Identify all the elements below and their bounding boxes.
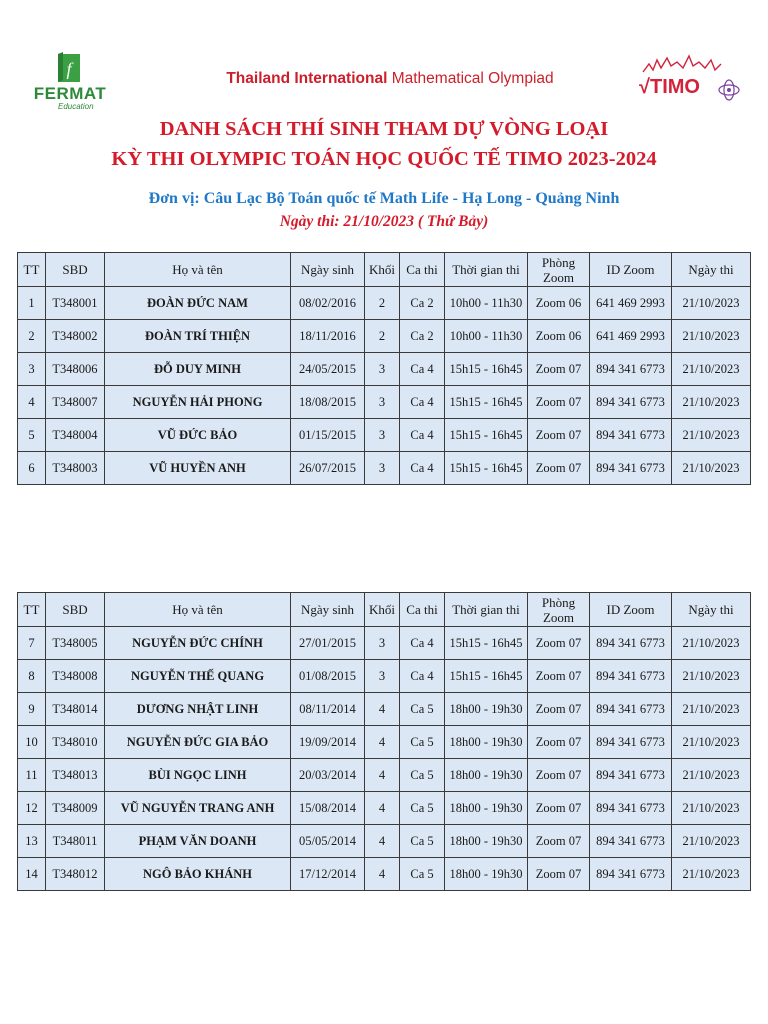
header-birthdate: Ngày sinh: [291, 593, 365, 627]
col-exam-time: 18h00 - 19h30: [445, 858, 528, 891]
candidate-table-1: [17, 252, 751, 485]
header-exam-time: Thời gian thi: [445, 593, 528, 627]
col-tt: 13: [18, 825, 46, 858]
col-session: Ca 5: [400, 726, 445, 759]
col-zoom-room: Zoom 07: [528, 353, 590, 386]
table-row: [18, 660, 751, 693]
col-sbd: T348013: [46, 759, 105, 792]
col-name: BÙI NGỌC LINH: [105, 759, 291, 792]
fermat-logo: [28, 52, 112, 112]
col-tt: 4: [18, 386, 46, 419]
col-grade: 3: [365, 627, 400, 660]
table-row: [18, 386, 751, 419]
col-zoom-id: 641 469 2993: [590, 287, 672, 320]
col-birthdate: 26/07/2015: [291, 452, 365, 485]
col-birthdate: 01/15/2015: [291, 419, 365, 452]
col-grade: 3: [365, 660, 400, 693]
col-birthdate: 20/03/2014: [291, 759, 365, 792]
header-grade: Khối: [365, 593, 400, 627]
col-session: Ca 4: [400, 660, 445, 693]
fermat-book-icon: [54, 52, 84, 86]
col-zoom-id: 894 341 6773: [590, 627, 672, 660]
header-exam-date: Ngày thi: [672, 593, 751, 627]
header-grade: Khối: [365, 253, 400, 287]
header-exam-time: Thời gian thi: [445, 253, 528, 287]
col-tt: 6: [18, 452, 46, 485]
col-birthdate: 24/05/2015: [291, 353, 365, 386]
table-header-row: [18, 593, 751, 627]
col-sbd: T348004: [46, 419, 105, 452]
exam-date-line: Ngày thi: 21/10/2023 ( Thứ Bảy): [279, 213, 489, 230]
col-birthdate: 01/08/2015: [291, 660, 365, 693]
col-grade: 4: [365, 693, 400, 726]
col-exam-date: 21/10/2023: [672, 627, 751, 660]
header-birthdate: Ngày sinh: [291, 253, 365, 287]
col-exam-time: 18h00 - 19h30: [445, 792, 528, 825]
col-zoom-id: 894 341 6773: [590, 386, 672, 419]
col-name: VŨ NGUYỄN TRANG ANH: [105, 792, 291, 825]
header-session: Ca thi: [400, 593, 445, 627]
col-name: ĐOÀN ĐỨC NAM: [105, 287, 291, 320]
col-birthdate: 08/02/2016: [291, 287, 365, 320]
col-sbd: T348007: [46, 386, 105, 419]
col-zoom-room: Zoom 06: [528, 320, 590, 353]
col-zoom-id: 894 341 6773: [590, 726, 672, 759]
col-zoom-id: 894 341 6773: [590, 825, 672, 858]
col-exam-time: 15h15 - 16h45: [445, 627, 528, 660]
col-exam-time: 15h15 - 16h45: [445, 419, 528, 452]
col-zoom-id: 894 341 6773: [590, 660, 672, 693]
table-row: [18, 693, 751, 726]
col-tt: 12: [18, 792, 46, 825]
col-tt: 7: [18, 627, 46, 660]
col-zoom-room: Zoom 07: [528, 858, 590, 891]
col-name: DƯƠNG NHẬT LINH: [105, 693, 291, 726]
col-exam-time: 10h00 - 11h30: [445, 287, 528, 320]
header-tt: TT: [18, 253, 46, 287]
col-zoom-room: Zoom 07: [528, 627, 590, 660]
header-name: Họ và tên: [105, 593, 291, 627]
header-sbd: SBD: [46, 253, 105, 287]
col-zoom-room: Zoom 07: [528, 759, 590, 792]
unit-line: Đơn vị: Câu Lạc Bộ Toán quốc tế Math Life - Hạ Long - Quảng Ninh: [148, 190, 620, 207]
col-sbd: T348006: [46, 353, 105, 386]
col-name: NGÔ BẢO KHÁNH: [105, 858, 291, 891]
col-birthdate: 05/05/2014: [291, 825, 365, 858]
table-row: [18, 825, 751, 858]
col-sbd: T348001: [46, 287, 105, 320]
olympiad-banner: [200, 70, 580, 88]
header-name: Họ và tên: [105, 253, 291, 287]
col-exam-time: 10h00 - 11h30: [445, 320, 528, 353]
col-zoom-room: Zoom 07: [528, 660, 590, 693]
col-sbd: T348012: [46, 858, 105, 891]
col-birthdate: 18/08/2015: [291, 386, 365, 419]
col-session: Ca 4: [400, 419, 445, 452]
table-row: [18, 287, 751, 320]
col-zoom-id: 894 341 6773: [590, 792, 672, 825]
col-exam-time: 15h15 - 16h45: [445, 386, 528, 419]
col-exam-date: 21/10/2023: [672, 858, 751, 891]
col-name: NGUYỄN THẾ QUANG: [105, 660, 291, 693]
fermat-brand: FERMAT: [33, 84, 107, 103]
col-exam-time: 18h00 - 19h30: [445, 759, 528, 792]
col-birthdate: 27/01/2015: [291, 627, 365, 660]
col-grade: 3: [365, 386, 400, 419]
table-row: [18, 452, 751, 485]
header-zoom-id: ID Zoom: [590, 593, 672, 627]
col-name: NGUYỄN HẢI PHONG: [105, 386, 291, 419]
banner-strong: Thailand International: [226, 70, 388, 87]
col-zoom-room: Zoom 07: [528, 726, 590, 759]
header-sbd: SBD: [46, 593, 105, 627]
col-zoom-room: Zoom 07: [528, 386, 590, 419]
timo-logo: [635, 50, 743, 108]
col-grade: 3: [365, 353, 400, 386]
col-sbd: T348009: [46, 792, 105, 825]
col-sbd: T348005: [46, 627, 105, 660]
col-grade: 3: [365, 419, 400, 452]
header-zoom-id: ID Zoom: [590, 253, 672, 287]
col-exam-date: 21/10/2023: [672, 320, 751, 353]
col-grade: 4: [365, 825, 400, 858]
col-exam-date: 21/10/2023: [672, 825, 751, 858]
col-birthdate: 15/08/2014: [291, 792, 365, 825]
col-zoom-id: 894 341 6773: [590, 693, 672, 726]
col-name: ĐỖ DUY MINH: [105, 353, 291, 386]
col-name: NGUYỄN ĐỨC GIA BẢO: [105, 726, 291, 759]
col-zoom-room: Zoom 07: [528, 825, 590, 858]
table-row: [18, 320, 751, 353]
fermat-sub: Education: [58, 102, 94, 111]
col-session: Ca 5: [400, 759, 445, 792]
col-sbd: T348008: [46, 660, 105, 693]
col-sbd: T348010: [46, 726, 105, 759]
col-grade: 2: [365, 287, 400, 320]
table-row: [18, 726, 751, 759]
col-tt: 9: [18, 693, 46, 726]
col-session: Ca 4: [400, 353, 445, 386]
col-zoom-room: Zoom 07: [528, 419, 590, 452]
col-zoom-id: 641 469 2993: [590, 320, 672, 353]
table-row: [18, 627, 751, 660]
col-birthdate: 17/12/2014: [291, 858, 365, 891]
col-zoom-room: Zoom 06: [528, 287, 590, 320]
header-exam-date: Ngày thi: [672, 253, 751, 287]
col-tt: 1: [18, 287, 46, 320]
col-exam-date: 21/10/2023: [672, 660, 751, 693]
col-name: VŨ ĐỨC BẢO: [105, 419, 291, 452]
col-exam-date: 21/10/2023: [672, 386, 751, 419]
col-exam-date: 21/10/2023: [672, 419, 751, 452]
col-exam-date: 21/10/2023: [672, 287, 751, 320]
col-exam-date: 21/10/2023: [672, 726, 751, 759]
table-row: [18, 419, 751, 452]
col-exam-date: 21/10/2023: [672, 792, 751, 825]
col-zoom-room: Zoom 07: [528, 452, 590, 485]
document-title-line1: DANH SÁCH THÍ SINH THAM DỰ VÒNG LOẠI: [159, 118, 609, 140]
col-session: Ca 4: [400, 452, 445, 485]
col-session: Ca 2: [400, 320, 445, 353]
table-row: [18, 353, 751, 386]
col-tt: 8: [18, 660, 46, 693]
col-grade: 4: [365, 858, 400, 891]
col-zoom-id: 894 341 6773: [590, 419, 672, 452]
col-sbd: T348011: [46, 825, 105, 858]
col-session: Ca 5: [400, 858, 445, 891]
col-grade: 4: [365, 759, 400, 792]
col-name: ĐOÀN TRÍ THIỆN: [105, 320, 291, 353]
col-zoom-id: 894 341 6773: [590, 759, 672, 792]
col-zoom-id: 894 341 6773: [590, 858, 672, 891]
header-session: Ca thi: [400, 253, 445, 287]
table-row: [18, 759, 751, 792]
col-exam-time: 18h00 - 19h30: [445, 693, 528, 726]
col-exam-date: 21/10/2023: [672, 452, 751, 485]
col-birthdate: 18/11/2016: [291, 320, 365, 353]
col-session: Ca 5: [400, 693, 445, 726]
table-header-row: [18, 253, 751, 287]
header-zoom-room: Phòng Zoom: [528, 593, 590, 627]
col-tt: 10: [18, 726, 46, 759]
fermat-mark: f: [66, 59, 72, 79]
col-exam-time: 18h00 - 19h30: [445, 825, 528, 858]
col-exam-time: 15h15 - 16h45: [445, 452, 528, 485]
col-grade: 2: [365, 320, 400, 353]
col-sbd: T348002: [46, 320, 105, 353]
col-zoom-id: 894 341 6773: [590, 452, 672, 485]
col-tt: 14: [18, 858, 46, 891]
col-grade: 4: [365, 792, 400, 825]
col-session: Ca 4: [400, 627, 445, 660]
timo-text: √TIMO: [639, 76, 700, 98]
col-tt: 11: [18, 759, 46, 792]
col-exam-date: 21/10/2023: [672, 759, 751, 792]
col-sbd: T348003: [46, 452, 105, 485]
col-name: PHẠM VĂN DOANH: [105, 825, 291, 858]
col-zoom-room: Zoom 07: [528, 792, 590, 825]
header-zoom-room: Phòng Zoom: [528, 253, 590, 287]
col-grade: 4: [365, 726, 400, 759]
col-zoom-room: Zoom 07: [528, 693, 590, 726]
col-zoom-id: 894 341 6773: [590, 353, 672, 386]
col-exam-time: 18h00 - 19h30: [445, 726, 528, 759]
col-tt: 5: [18, 419, 46, 452]
col-sbd: T348014: [46, 693, 105, 726]
col-session: Ca 2: [400, 287, 445, 320]
col-session: Ca 4: [400, 386, 445, 419]
col-session: Ca 5: [400, 825, 445, 858]
document-title-line2: KỲ THI OLYMPIC TOÁN HỌC QUỐC TẾ TIMO 2023-2024: [111, 148, 657, 170]
col-exam-date: 21/10/2023: [672, 693, 751, 726]
col-grade: 3: [365, 452, 400, 485]
col-tt: 3: [18, 353, 46, 386]
col-name: NGUYỄN ĐỨC CHÍNH: [105, 627, 291, 660]
col-name: VŨ HUYỀN ANH: [105, 452, 291, 485]
table-row: [18, 792, 751, 825]
banner-rest: Mathematical Olympiad: [387, 70, 554, 87]
col-exam-date: 21/10/2023: [672, 353, 751, 386]
candidate-table-2: [17, 592, 751, 891]
col-session: Ca 5: [400, 792, 445, 825]
col-exam-time: 15h15 - 16h45: [445, 353, 528, 386]
col-birthdate: 08/11/2014: [291, 693, 365, 726]
col-tt: 2: [18, 320, 46, 353]
col-exam-time: 15h15 - 16h45: [445, 660, 528, 693]
table-row: [18, 858, 751, 891]
col-birthdate: 19/09/2014: [291, 726, 365, 759]
header-tt: TT: [18, 593, 46, 627]
